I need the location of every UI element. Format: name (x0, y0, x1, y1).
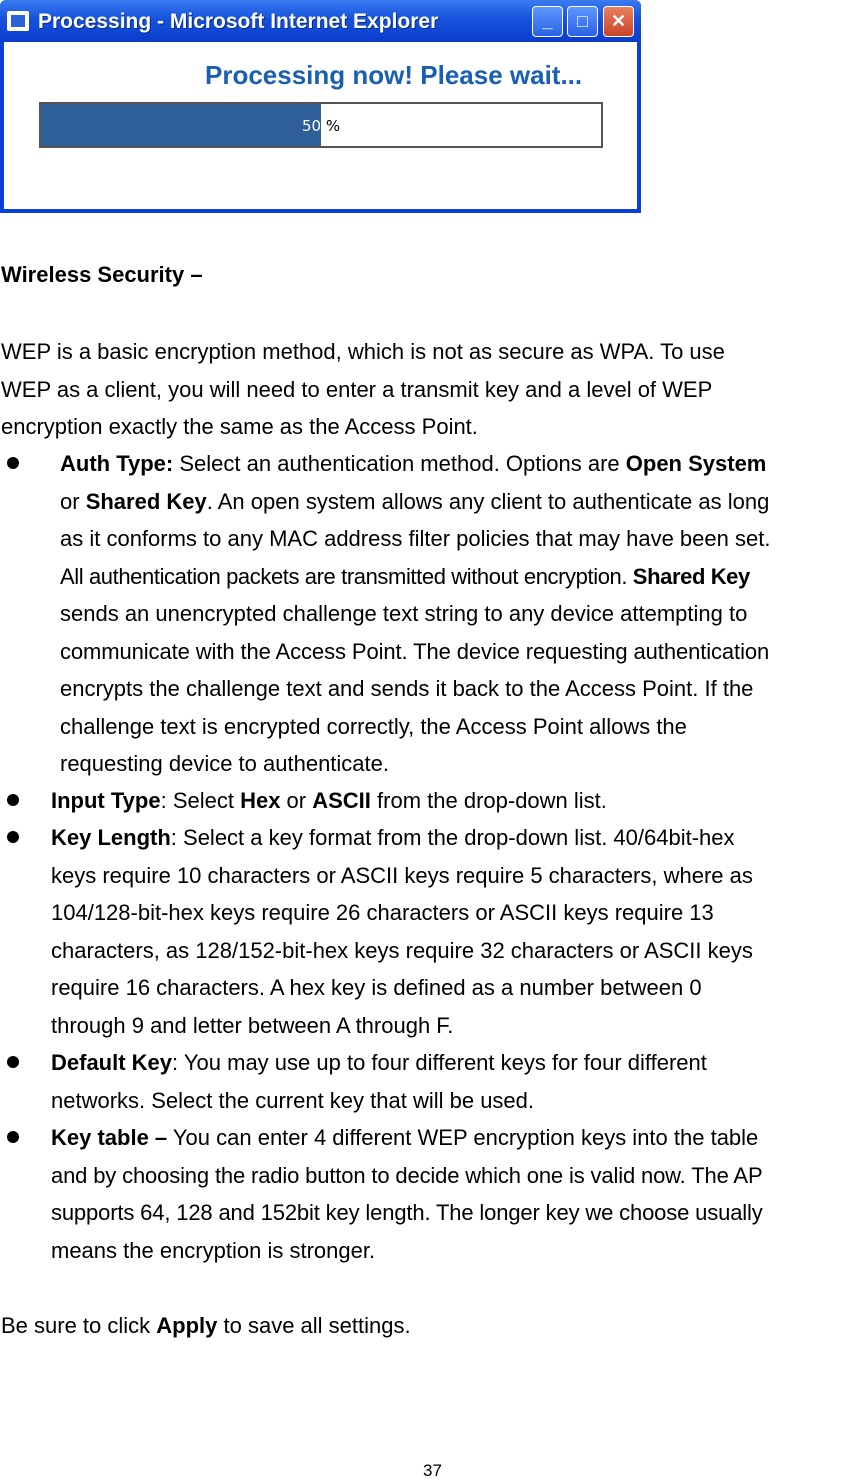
list-item-key-table (1, 1119, 863, 1271)
bullet-icon (7, 794, 19, 806)
apply-text: Be sure to click (1, 1313, 157, 1338)
list-item-default-key (1, 1044, 863, 1120)
input-type-label: Input Type (51, 788, 161, 813)
processing-dialog (0, 0, 641, 213)
default-key-label: Default Key (51, 1050, 173, 1075)
key-table-label: Key table – (51, 1125, 168, 1150)
shared-key-term: Shared Key (632, 563, 750, 589)
progress-bar (39, 102, 603, 148)
bullet-icon (7, 1056, 19, 1068)
intro-line: encryption exactly the same as the Access Point. (1, 414, 478, 439)
apply-term: Apply (156, 1313, 218, 1338)
key-length-line: through 9 and letter between A through F. (51, 1012, 454, 1038)
key-table-line: and by choosing the radio button to decide which one is valid now. The AP (51, 1162, 763, 1188)
input-type-text: from the drop-down list. (370, 788, 607, 813)
input-type-text: or (280, 788, 313, 813)
key-length-line: 104/128-bit-hex keys require 26 characters or ASCII keys require 13 (51, 900, 714, 925)
list-item-auth-type (1, 445, 863, 785)
auth-line: communicate with the Access Point. The device requesting authentication (60, 638, 770, 664)
intro-line: WEP is a basic encryption method, which is not as secure as WPA. To use (1, 339, 725, 364)
minimize-button[interactable]: _ (532, 6, 563, 37)
auth-line (60, 483, 863, 521)
ie-window-icon (7, 11, 29, 31)
key-length-label: Key Length (51, 825, 171, 850)
default-key-line: networks. Select the current key that will be used. (51, 1087, 535, 1113)
auth-line (60, 445, 863, 483)
key-table-line: supports 64, 128 and 152bit key length. The longer key we choose usually (51, 1200, 763, 1225)
list-item-input-type (1, 782, 863, 820)
auth-type-label: Auth Type: (60, 451, 174, 476)
auth-line: as it conforms to any MAC address filter policies that may have been set. (60, 526, 771, 551)
auth-text: All authentication packets are transmitted without encryption. (60, 563, 633, 589)
processing-message: Processing now! Please wait... (205, 60, 583, 90)
progress-percent-sign: % (321, 117, 341, 135)
key-length-line: require 16 characters. A hex key is defined as a number between 0 (51, 975, 702, 1000)
key-length-line: keys require 10 characters or ASCII keys require 5 characters, where as (51, 862, 753, 888)
progress-fill (41, 104, 321, 146)
progress-percent-value: 50 (302, 117, 322, 135)
key-table-line: means the encryption is stronger. (51, 1237, 376, 1263)
maximize-button[interactable]: □ (567, 6, 598, 37)
input-type-text: : Select (160, 788, 241, 813)
intro-paragraph (1, 333, 861, 446)
auth-line: encrypts the challenge text and sends it back to the Access Point. If the (60, 676, 754, 701)
ascii-term: ASCII (312, 788, 371, 813)
bullet-icon (7, 831, 19, 843)
intro-line: WEP as a client, you will need to enter a transmit key and a level of WEP (1, 376, 713, 402)
key-length-line: characters, as 128/152-bit-hex keys require 32 characters or ASCII keys (51, 937, 753, 963)
auth-text: Select an authentication method. Options are (173, 451, 626, 476)
auth-line (60, 558, 863, 596)
auth-line: sends an unencrypted challenge text string to any device attempting to (60, 601, 748, 626)
auth-text: . An open system allows any client to authenticate as long (206, 488, 770, 514)
auth-line: challenge text is encrypted correctly, the Access Point allows the (60, 713, 687, 739)
open-system-term: Open System (625, 451, 767, 476)
bullet-icon (7, 1131, 19, 1143)
progress-label (302, 117, 340, 135)
section-heading: Wireless Security – (1, 262, 203, 287)
apply-paragraph (1, 1307, 861, 1345)
apply-text: to save all settings. (217, 1313, 411, 1338)
auth-line: requesting device to authenticate. (60, 751, 390, 776)
bullet-icon (7, 457, 19, 469)
shared-key-term: Shared Key (85, 488, 207, 514)
list-item-key-length (1, 819, 863, 1049)
page-number: 37 (423, 1461, 442, 1480)
dialog-title: Processing - Microsoft Internet Explorer (38, 10, 439, 33)
hex-term: Hex (240, 788, 281, 813)
dialog-content (4, 42, 637, 209)
key-table-text: You can enter 4 different WEP encryption keys into the table (167, 1125, 759, 1150)
key-length-text: : Select a key format from the drop-down list. 40/64bit-hex (170, 825, 735, 850)
dialog-titlebar (0, 0, 641, 42)
default-key-text: : You may use up to four different keys for four different (172, 1050, 707, 1075)
close-button[interactable]: ✕ (603, 6, 634, 37)
auth-text: or (60, 488, 86, 514)
